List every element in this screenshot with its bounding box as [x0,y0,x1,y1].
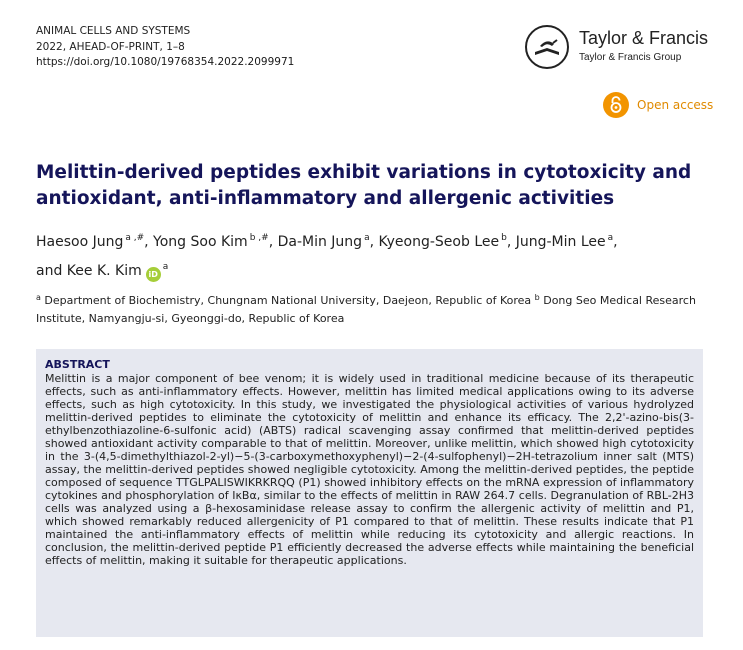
abstract-text: Melittin is a major component of bee venom; it is widely used in traditional medicine because of its therapeutic effects, such as anti-inflammatory effects. However, melittin has limited medical applications owing to its adverse effects, such as high cytotoxicity. In this study, we investigated the physiological activities of various hydrolyzed melittin-derived peptides to eliminate the cytotoxicity of melittin and enhance its efficacy. The 2,2'-azino-bis(3-ethylbenzothiazoline-6-sulfonic acid) (ABTS) radical scavenging assay confirmed that melittin-derived peptides showed antioxidant activity comparable to that of melittin. Moreover, unlike melittin, which showed high cytotoxicity in the 3-(4,5-dimethylthiazol-2-yl)−5-(3-carboxymethoxyphenyl)−2-(4-sulfophenyl)−2H-tetrazolium inner salt (MTS) assay, the melittin-derived peptides showed negligible cytotoxicity. Among the melittin-derived peptides, the peptide composed of sequence TTGLPALISWIKRKRQQ (P1) showed inhibitory effects on the mRNA expression of inflammatory cytokines and phosphorylation of IκBα, similar to the effects of melittin in RAW 264.7 cells. Degranulation of RBL-2H3 cells was analyzed using a β-hexosaminidase release assay to confirm the allergenic activity of melittin and P1, which showed remarkably reduced allergenicity of P1 compared to that of melittin. These results indicate that P1 maintained the anti-inflammatory effects of melittin while reducing its cytotoxicity and allergic reactions. In conclusion, the melittin-derived peptide P1 efficiently decreased the adverse effects while maintaining the beneficial effects of melittin, making it suitable for therapeutic applications. [45,372,694,567]
journal-issue: 2022, AHEAD-OF-PRINT, 1–8 [36,40,185,53]
publisher-group: Taylor & Francis Group [579,52,682,63]
article-title: Melittin-derived peptides exhibit variations in cytotoxicity and antioxidant, anti-inflammatory and allergenic activities [36,162,692,209]
author-list: Haesoo Jung $^{a ,\#}$, Yong Soo Kim $^{b ,\#}$, Da-Min Jung $^a$, Kyeong-Seob Lee $^b$, Jung-Min Lee $^a$, and Kee K. Kim $iD^a$ [36,226,716,284]
author-name[interactable]: Yong Soo Kim [153,234,248,250]
open-access-badge[interactable] [603,92,713,118]
author-sup: a [364,233,370,243]
doi-link[interactable]: https://doi.org/10.1080/19768354.2022.2099971 [36,56,295,68]
publisher-name: Taylor & Francis [579,28,709,48]
affil-b: Dong Seo Medical Research Institute, Namyangju-si, Gyeonggi-do, Republic of Korea [36,294,696,325]
affiliations [36,289,716,328]
affil-marker-a: a [36,293,41,302]
publisher-logo[interactable] [524,24,714,70]
author-name[interactable]: Haesoo Jung [36,234,124,250]
affil-marker-b: b [534,293,540,302]
author-sup: a [607,233,614,243]
journal-info [36,24,294,71]
author-name[interactable]: Kyeong-Seob Lee [378,234,500,250]
affil-a: Department of Biochemistry, Chungnam National University, Daejeon, Republic of Korea [44,294,532,307]
author-sup: b ,# [249,233,269,243]
author-sup: a ,# [125,233,145,243]
abstract-heading: ABSTRACT [45,358,110,371]
open-lock-icon [603,92,629,118]
lamp-book-icon [524,24,570,70]
abstract-box [36,349,703,637]
author-sup: a [162,262,169,272]
open-access-label: Open access [637,98,714,112]
author-name[interactable]: Jung-Min Lee [515,234,606,250]
author-name[interactable]: and Kee K. Kim [36,263,142,279]
orcid-icon[interactable]: iD [146,267,161,282]
journal-name: ANIMAL CELLS AND SYSTEMS [36,25,191,37]
author-name[interactable]: Da-Min Jung [277,234,363,250]
author-sup: b [501,233,507,243]
